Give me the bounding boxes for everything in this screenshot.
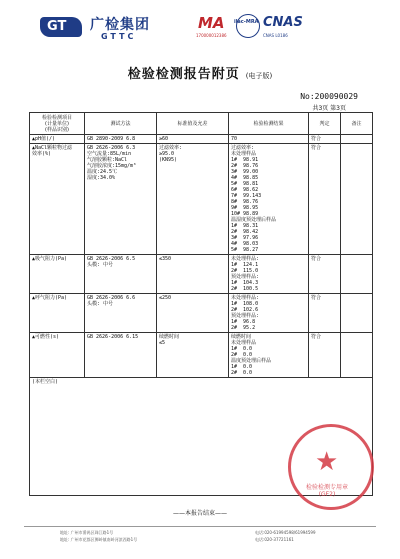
cell-method: GB 2626-2006 6.15 [85,333,157,378]
cnas-cert-logo: CNAS [263,15,303,30]
ilac-cert-text: ilac-MRA [234,19,259,25]
header-result: 检验检测结果 [229,113,309,135]
report-end-marker: ——本报告结束—— [172,510,227,517]
footer-addresses [60,529,137,543]
cell-item: ▲吸气阻力(Pa) [30,255,85,294]
table-row [30,333,373,378]
table-row [30,144,373,255]
table-row [30,294,373,333]
cma-cert-logo: MA [198,14,225,32]
cnas-cert-number: CNAS L0186 [263,33,288,38]
cell-judge: 符合 [309,294,341,333]
cell-note [341,294,373,333]
cell-judge: 符合 [309,144,341,255]
cma-cert-number: 170000012386 [196,33,227,38]
cell-standard: ≤350 [157,255,229,294]
cell-note [341,144,373,255]
cell-judge: 符合 [309,135,341,144]
cell-item: ▲可燃性(s) [30,333,85,378]
seal-text [294,482,360,498]
cell-result: 未处理样品: 1# 124.1 2# 115.0 预处理样品: 1# 104.3 2# 100.5 [229,255,309,294]
cell-standard: 过滤效率: ≥95.0 (KN95) [157,144,229,255]
header-standard: 标准值及允差 [157,113,229,135]
cell-result: 70 [229,135,309,144]
header-judge: 判定 [309,113,341,135]
cell-method: GB 2890-2009 6.8 [85,135,157,144]
report-title [0,63,400,82]
cell-item: ▲呼气阻力(Pa) [30,294,85,333]
cell-result: 未处理样品: 1# 108.0 2# 102.6 预处理样品: 1# 96.8 2# 95.2 [229,294,309,333]
seal-star-icon: ★ [315,447,339,477]
cell-judge: 符合 [309,255,341,294]
ilac-cert-icon [236,14,260,38]
company-logo-mark [40,17,82,37]
footer-address-2: 地址: 广州市花都区狮岭镇南岭河滨西路1号 [60,537,138,542]
header-method: 测试方法 [85,113,157,135]
table-row [30,135,373,144]
title-text: 检验检测报告附页 [127,67,240,82]
page-count: 共3页 第3页 [312,105,346,112]
header-item: 检验检测项目 (计量单位) (样品识别) [30,113,85,135]
footer-phone-2: 电话:020-37721161 [255,537,294,542]
cell-note [341,333,373,378]
cell-method: GB 2626-2006 6.6 头模: 中号 [85,294,157,333]
cell-judge: 符合 [309,333,341,378]
footer-phone-1: 电话:020-61994598/61994599 [255,530,316,535]
cell-result: 续燃时间 未处理样品 1# 0.0 2# 0.0 温度预处理后样品 1# 0.0 2# 0.0 [229,333,309,378]
footer-address-1: 地址: 广州市番禺区珠江路1号 [60,530,114,535]
cell-standard: ≥60 [157,135,229,144]
footer-phones [255,529,316,543]
blank-label: (本栏空白) [32,379,59,385]
version-label: (电子版) [245,72,273,80]
seal-code: (GF2) [318,491,336,498]
cell-method: GB 2626-2006 6.5 头模: 中号 [85,255,157,294]
table-header-row [30,113,373,135]
header-note: 备注 [341,113,373,135]
cell-note [341,255,373,294]
table-row [30,255,373,294]
cell-standard: 续燃时间 ≤5 [157,333,229,378]
cell-note [341,135,373,144]
cell-standard: ≤250 [157,294,229,333]
cell-result: 过滤效率: 未处理样品 1# 98.91 2# 98.76 3# 99.00 4# 98.85 5# 98.81 6# 98.62 7# 99.143 8# 98.76 9# 98.95 10# 98.89 温湿度预处理后样品 1# 98.31 2# 98.42 3# 97.96 4# 98.03 5# 98.27 [229,144,309,255]
cell-method: GB 2626-2006 6.3 空气流量:85L/min 气溶胶颗粒:NaCl 气溶胶浓度:15mg/m³ 温度:24.5℃ 湿度:34.0% [85,144,157,255]
report-number: No:200090029 [300,92,358,101]
company-name-cn: 广检集团 [90,17,150,33]
seal-label: 检验检测专用章 [305,484,348,491]
cell-item: ▲NaCl颗粒物过滤 效率(%) [30,144,85,255]
logo-mark-text: GT [47,19,67,34]
cell-item: ▲pH值(/) [30,135,85,144]
company-name-en: GTTC [101,32,137,41]
footer-divider [24,526,376,527]
